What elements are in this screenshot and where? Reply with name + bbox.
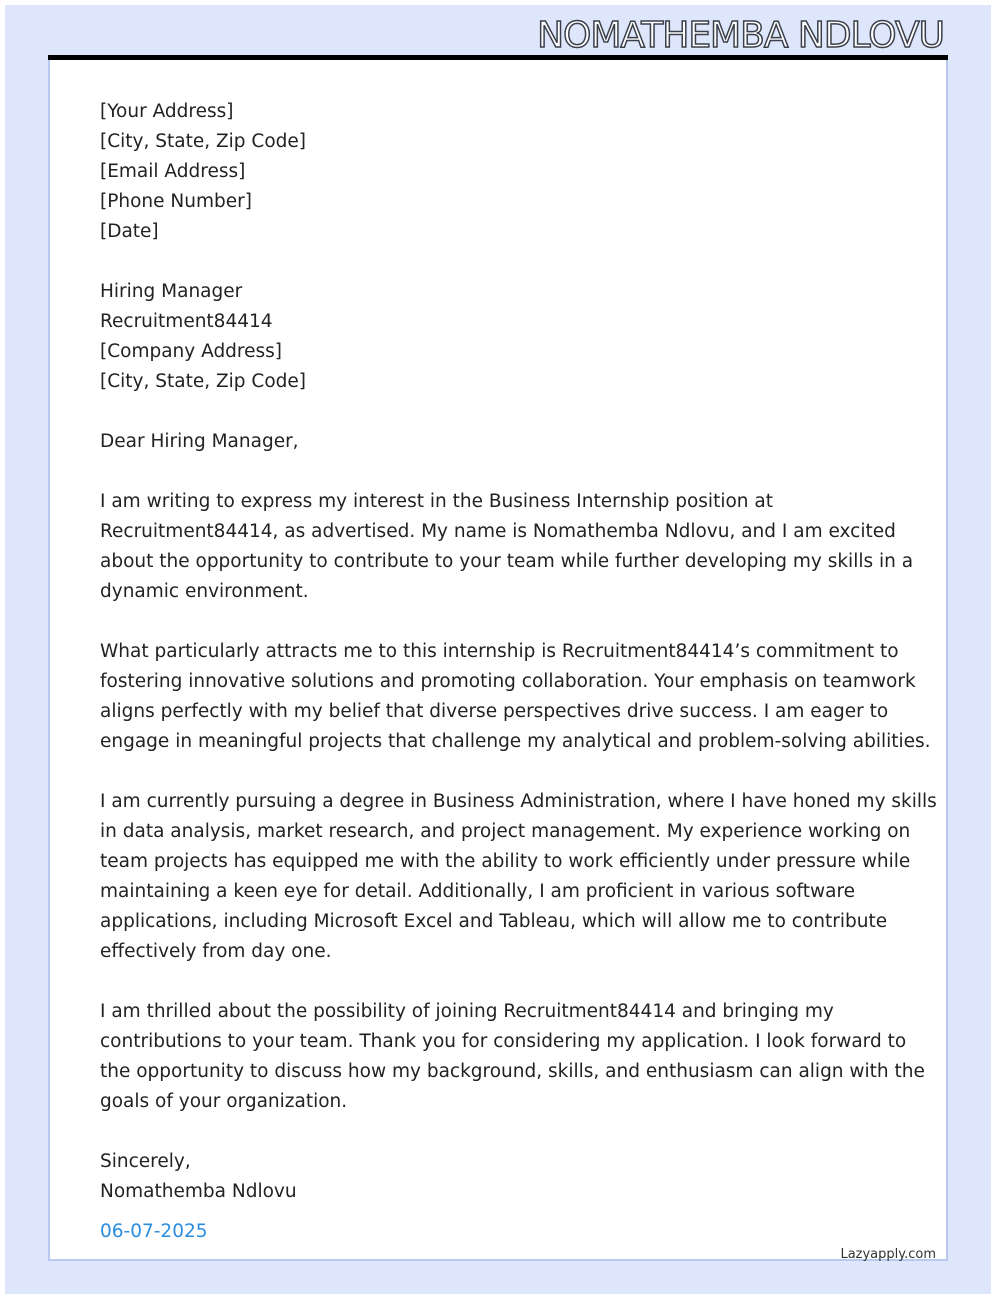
paragraph-line: the opportunity to discuss how my background, skills, and enthusiasm can align with the — [100, 1061, 925, 1082]
body-paragraph — [100, 787, 937, 967]
sender-address: [Your Address] — [100, 101, 234, 122]
recipient-address: [Company Address] — [100, 341, 283, 362]
paragraph-line: about the opportunity to contribute to your team while further developing my skills in a — [100, 551, 914, 572]
paragraph-line: fostering innovative solutions and promoting collaboration. Your emphasis on teamwork — [100, 671, 916, 692]
applicant-name-heading: NOMATHEMBA NDLOVU — [537, 15, 944, 56]
paragraph-line: dynamic environment. — [100, 581, 309, 602]
paragraph-line: I am thrilled about the possibility of joining Recruitment84414 and bringing my — [100, 1001, 834, 1022]
letter-body — [100, 97, 937, 1207]
recipient-city-state-zip: [City, State, Zip Code] — [100, 371, 306, 392]
recipient-company: Recruitment84414 — [100, 311, 273, 332]
footer-brand-link[interactable]: Lazyapply.com — [840, 1247, 936, 1262]
paragraph-line: applications, including Microsoft Excel and Tableau, which will allow me to contribute — [100, 911, 888, 932]
signature-name: Nomathemba Ndlovu — [100, 1181, 297, 1202]
recipient-block — [100, 277, 900, 397]
paragraph-line: engage in meaningful projects that challenge my analytical and problem-solving abilities. — [100, 731, 931, 752]
body-paragraph — [100, 997, 925, 1117]
salutation: Dear Hiring Manager, — [100, 431, 299, 452]
paragraph-line: effectively from day one. — [100, 941, 332, 962]
closing-block — [100, 1147, 900, 1207]
body-paragraph — [100, 487, 914, 607]
sender-phone: [Phone Number] — [100, 191, 252, 212]
body-paragraph — [100, 637, 931, 757]
paragraph-line: What particularly attracts me to this internship is Recruitment84414’s commitment to — [100, 641, 899, 662]
paragraph-line: team projects has equipped me with the ability to work efficiently under pressure while — [100, 851, 911, 872]
sender-city-state-zip: [City, State, Zip Code] — [100, 131, 306, 152]
paragraph-line: I am currently pursuing a degree in Business Administration, where I have honed my skills — [100, 791, 937, 812]
footer-date: 06-07-2025 — [100, 1221, 208, 1242]
paragraph-line: goals of your organization. — [100, 1091, 348, 1112]
valediction: Sincerely, — [100, 1151, 191, 1172]
sender-date: [Date] — [100, 221, 159, 242]
sender-email: [Email Address] — [100, 161, 246, 182]
paragraph-line: maintaining a keen eye for detail. Additionally, I am proficient in various software — [100, 881, 856, 902]
paragraph-line: in data analysis, market research, and project management. My experience working on — [100, 821, 911, 842]
paragraph-line: contributions to your team. Thank you for considering my application. I look forward to — [100, 1031, 907, 1052]
sender-block — [100, 97, 900, 247]
paragraph-line: I am writing to express my interest in the Business Internship position at — [100, 491, 773, 512]
paragraph-line: aligns perfectly with my belief that diverse perspectives drive success. I am eager to — [100, 701, 889, 722]
recipient-title: Hiring Manager — [100, 281, 243, 302]
paragraph-line: Recruitment84414, as advertised. My name is Nomathemba Ndlovu, and I am excited — [100, 521, 896, 542]
